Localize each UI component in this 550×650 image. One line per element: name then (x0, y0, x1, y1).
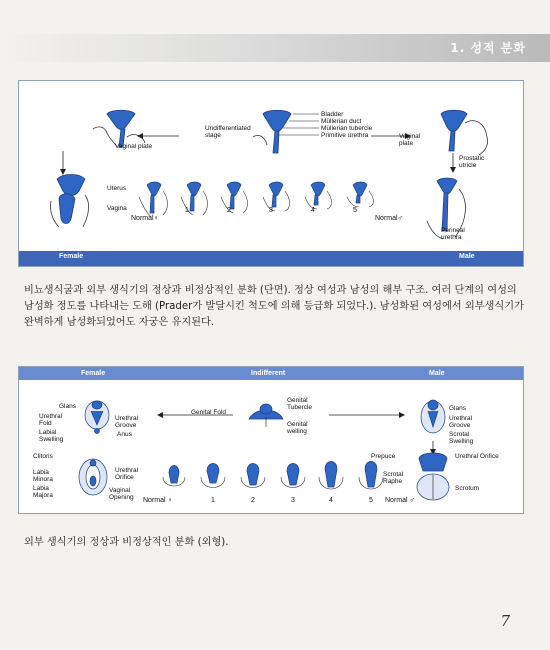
label-genital-fold: Genital Fold (191, 409, 227, 416)
stage-number-3: 3 (269, 207, 273, 214)
label-vaginal-plate-left: Vaginal plate (115, 143, 153, 150)
label-male: Male (459, 253, 475, 260)
indifferent-external (249, 404, 283, 427)
label-labia-majora: Labia Majora (33, 485, 53, 499)
label-indifferent-header: Indifferent (251, 370, 286, 377)
label-urethral-orifice-right: Urethral Orifice (455, 453, 499, 460)
male-external-top (421, 400, 445, 433)
label-normal-male-2: Normal ♂ (385, 497, 415, 504)
label-urethral-fold: Urethral Fold (39, 413, 63, 427)
label-vaginal-opening: Vaginal Opening (109, 487, 134, 501)
label-primitive-urethra: Primitive urethra (321, 132, 369, 139)
stage-number-2: 2 (227, 207, 231, 214)
label-vagina: Vagina (107, 205, 127, 212)
label-normal-female-2: Normal ♀ (143, 497, 173, 504)
figure1-footer-bar (19, 251, 523, 266)
female-external-bottom (79, 459, 107, 495)
stage-structures (147, 182, 367, 213)
label-glans-right: Glans (449, 405, 466, 412)
figure-internal-differentiation (18, 80, 524, 267)
label-urethral-orifice-left: Urethral Orifice (115, 467, 139, 481)
label-urethral-groove-right: Urethral Groove (449, 415, 473, 429)
section-title: 1. 성적 분화 (450, 41, 526, 55)
label-glans-left: Glans (59, 403, 76, 410)
page-number: 7 (500, 612, 510, 630)
label-normal-female: Normal♀ (131, 215, 159, 222)
stage2-number-5: 5 (369, 497, 373, 504)
stage2-number-3: 3 (291, 497, 295, 504)
label-female: Female (59, 253, 84, 260)
label-genital-swelling: Genital welling (287, 421, 308, 435)
label-vaginal-plate-right: Vaginal plate (399, 133, 421, 147)
figure-external-differentiation (18, 366, 524, 514)
label-clitoris: Clitoris (33, 453, 53, 460)
label-labial-swelling: Labial Swelling (39, 429, 64, 443)
label-mullerian-duct: Müllerian duct (321, 118, 362, 125)
label-perineal-urethra: Perineal urethra (441, 227, 465, 241)
label-scrotal-raphe: Scrotal Raphe (383, 471, 404, 485)
stage-number-5: 5 (353, 207, 357, 214)
label-female-header: Female (81, 370, 106, 377)
stage-number-1: 1 (185, 207, 189, 214)
label-scrotal-swelling: Scrotal Swelling (449, 431, 474, 445)
female-external-top (85, 401, 109, 434)
label-mullerian-tubercle: Müllerian tubercle (321, 125, 373, 132)
normal-female-structure (50, 175, 88, 228)
male-external-bottom (417, 453, 449, 500)
label-scrotum: Scrotum (455, 485, 480, 492)
label-normal-male: Normal♂ (375, 215, 403, 222)
stage2-number-2: 2 (251, 497, 255, 504)
stage2-number-1: 1 (211, 497, 215, 504)
undifferentiated-structure-left (93, 110, 145, 147)
label-uterus: Uterus (107, 185, 127, 192)
label-prostatic-utricle: Prostatic utricle (459, 155, 485, 169)
label-anus: Anus (117, 431, 132, 438)
figure2-caption: 외부 생식기의 정상과 비정상적인 분화 (외형). (24, 537, 229, 548)
label-prepuce: Prepuce (371, 453, 396, 460)
label-male-header: Male (429, 370, 445, 377)
stage2-number-4: 4 (329, 497, 333, 504)
stage-number-4: 4 (311, 207, 315, 214)
male-structure-top-right (441, 110, 488, 155)
bladder-structure-center (253, 110, 291, 153)
figure1-caption: 비뇨생식굴과 외부 생식기의 정상과 비정상적인 분화 (단면). 정상 여성과 남성의 해부 구조. 여러 단계의 여성의 남성화 정도를 나타내는 도해 (Prader가 발달시킨 척도에 의해 등급화 되었다.). 남성화된 여성에서 외부생식기가 완벽하게 남성화되었어도 자궁은 유지된다. (24, 285, 524, 328)
label-undifferentiated-stage: Undifferentiated stage (205, 125, 251, 139)
label-bladder: Bladder (321, 111, 344, 118)
label-labia-minora: Labia Minora (33, 469, 53, 483)
figure2-illustration (19, 367, 523, 513)
stage-external-icons (169, 462, 377, 488)
label-genital-tubercle: Genital Tubercle (287, 397, 313, 411)
label-urethral-groove-left: Urethral Groove (115, 415, 139, 429)
